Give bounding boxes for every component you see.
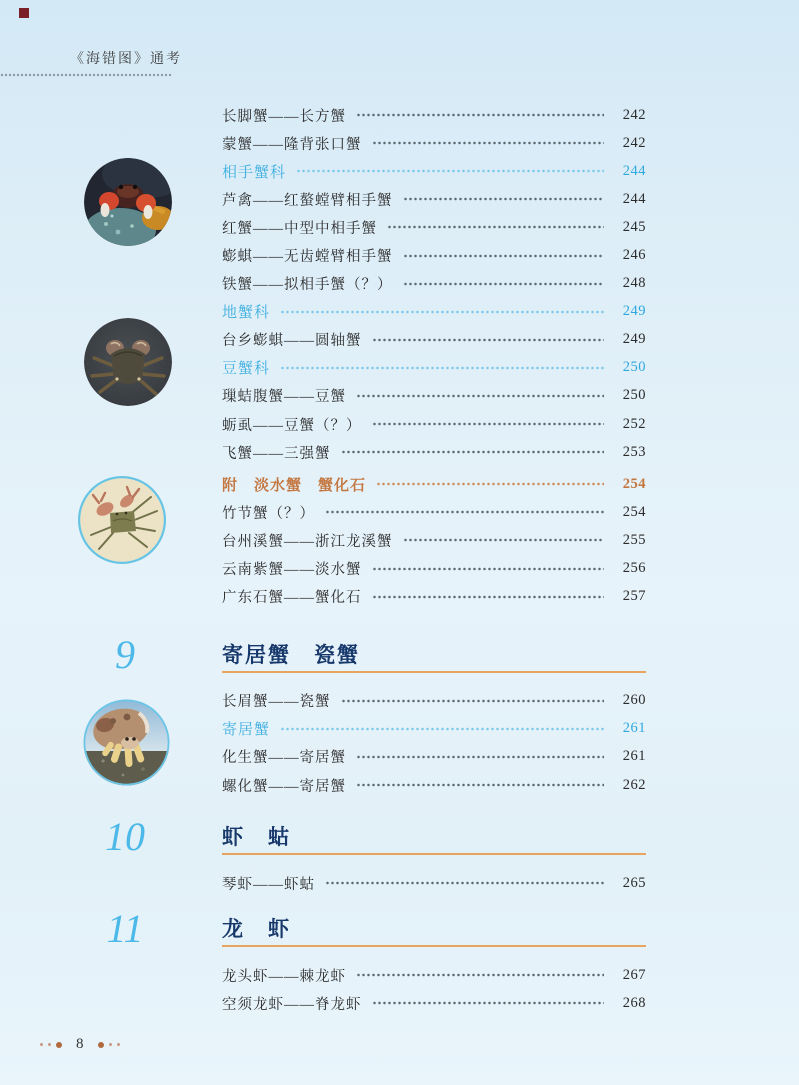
toc-entry-row [222,298,646,326]
entry-page: 260 [622,692,646,709]
chapter-title-rule [222,917,646,947]
dot-leader [325,505,604,519]
toc-entry-row [222,526,646,554]
entry-page: 246 [622,247,646,264]
toc-entry-row [222,410,646,438]
entry-title: 竹节蟹（？） [222,505,315,522]
toc-entry-row [222,555,646,583]
entry-title: 长眉蟹——瓷蟹 [222,694,331,711]
toc-entry-row [222,961,646,989]
toc-entry-row [222,241,646,269]
entry-page: 257 [622,588,646,605]
entry-page: 252 [622,415,646,432]
dot-leader [356,389,604,403]
toc-entry-row [222,382,646,410]
entry-page: 250 [622,359,646,376]
entry-title: 广东石蟹——蟹化石 [222,590,362,607]
hermit-crab-image [83,699,170,786]
chapter-heading [115,631,646,677]
dark-mud-crab-photo [84,318,172,406]
entry-page: 244 [622,190,646,207]
toc-entry-row [222,869,646,897]
entry-page: 268 [622,994,646,1011]
dot-leader [376,477,604,491]
dot-leader [372,996,605,1010]
entry-page: 262 [622,776,646,793]
entry-page: 248 [622,275,646,292]
entry-title: 云南紫蟹——淡水蟹 [222,562,362,579]
dot-leader [356,968,604,982]
entry-title: 地蟹科 [222,304,271,322]
book-title: 《海错图》通考 [70,52,182,67]
dot-leader [280,361,604,375]
entry-page: 249 [622,331,646,348]
entry-page: 254 [622,503,646,520]
toc-entry-row [222,743,646,771]
chapter-number: 10 [105,814,145,860]
entry-page: 245 [622,218,646,235]
toc-entry-row [222,438,646,466]
chapter-heading [105,814,646,860]
entry-title: 长脚蟹——长方蟹 [222,108,346,125]
red-clawed-crab-photo [84,158,172,246]
dot-leader [356,750,604,764]
entry-title: 飞蟹——三强蟹 [222,445,331,462]
toc-entry-row [222,715,646,743]
dot-leader [372,590,605,604]
dot-leader [341,694,605,708]
toc-entry-row [222,101,646,129]
entry-title: 龙头虾——棘龙虾 [222,968,346,985]
entry-page: 267 [622,966,646,983]
entry-page: 242 [622,106,646,123]
chapter-title: 寄居蟹 瓷蟹 [222,642,360,667]
running-header [0,48,252,77]
chapter-title: 虾 蛄 [222,825,291,850]
entry-title: 璅蛣腹蟹——豆蟹 [222,389,346,406]
toc-entry-row [222,771,646,799]
entry-page: 256 [622,560,646,577]
dot-leader [372,417,605,431]
chapter-number: 9 [115,631,135,677]
dot-leader [387,220,604,234]
entry-title: 琴虾——虾蛄 [222,876,315,893]
footer-ornament-right [98,1042,104,1048]
entry-page: 242 [622,134,646,151]
entry-title: 台乡蟛蜞——圆轴蟹 [222,333,362,350]
dot-leader [280,722,604,736]
entry-title: 蛎虱——豆蟹（？） [222,417,362,434]
page-number: 8 [76,1036,84,1052]
hermit-crab-photo [83,699,170,786]
dot-leader [372,333,605,347]
ancient-crab-painting [77,475,167,565]
entry-title: 化生蟹——寄居蟹 [222,750,346,767]
entry-page: 253 [622,443,646,460]
entry-title: 台州溪蟹——浙江龙溪蟹 [222,533,393,550]
toc-entry-row [222,270,646,298]
dot-leader [372,562,605,576]
entry-title: 蒙蟹——隆背张口蟹 [222,136,362,153]
toc-entry-row [222,354,646,382]
entry-page: 261 [622,720,646,737]
entry-title: 附 淡水蟹 蟹化石 [222,476,367,494]
corner-mark [19,8,29,18]
chapter-number: 11 [106,906,144,952]
dot-leader [296,164,604,178]
entry-page: 261 [622,748,646,765]
ancient-crab-painting-image [77,475,167,565]
footer-ornament-left [40,1043,43,1046]
entry-title: 芦禽——红螯螳臂相手蟹 [222,192,393,209]
chapter-heading [106,906,646,952]
toc [105,101,646,1017]
entry-title: 螺化蟹——寄居蟹 [222,778,346,795]
toc-entry-row [222,989,646,1017]
toc-entry-row [222,129,646,157]
dark-mud-crab-image [84,318,172,406]
entry-page: 250 [622,387,646,404]
chapter-title-rule [222,825,646,855]
dot-leader [356,108,604,122]
dot-leader [372,136,605,150]
toc-entry-row [222,326,646,354]
dot-leader [356,778,604,792]
entry-title: 相手蟹科 [222,163,287,181]
entry-page: 254 [622,475,646,492]
entry-title: 豆蟹科 [222,360,271,378]
entry-title: 红蟹——中型中相手蟹 [222,220,377,237]
header-dotted-rule [0,73,172,77]
entry-page: 265 [622,874,646,891]
entry-title: 铁蟹——拟相手蟹（？） [222,277,393,294]
toc-entry-row [222,687,646,715]
chapter-title: 龙 虾 [222,917,291,942]
dot-leader [280,305,604,319]
toc-entry-row [222,213,646,241]
toc-entry-row [222,470,646,498]
entry-page: 244 [622,162,646,179]
entry-title: 空须龙虾——脊龙虾 [222,996,362,1013]
dot-leader [403,533,605,547]
entry-title: 寄居蟹 [222,721,271,739]
toc-entry-row [222,157,646,185]
chapter-title-rule [222,643,646,673]
page-footer [40,1036,120,1053]
dot-leader [403,192,605,206]
dot-leader [403,277,605,291]
toc-entry-row [222,583,646,611]
entry-title: 蟛蜞——无齿螳臂相手蟹 [222,249,393,266]
toc-entry-row [222,185,646,213]
dot-leader [325,876,604,890]
dot-leader [403,249,605,263]
toc-entry-row [222,498,646,526]
entry-page: 255 [622,531,646,548]
entry-page: 249 [622,303,646,320]
red-clawed-crab-image [84,158,172,246]
dot-leader [341,445,605,459]
